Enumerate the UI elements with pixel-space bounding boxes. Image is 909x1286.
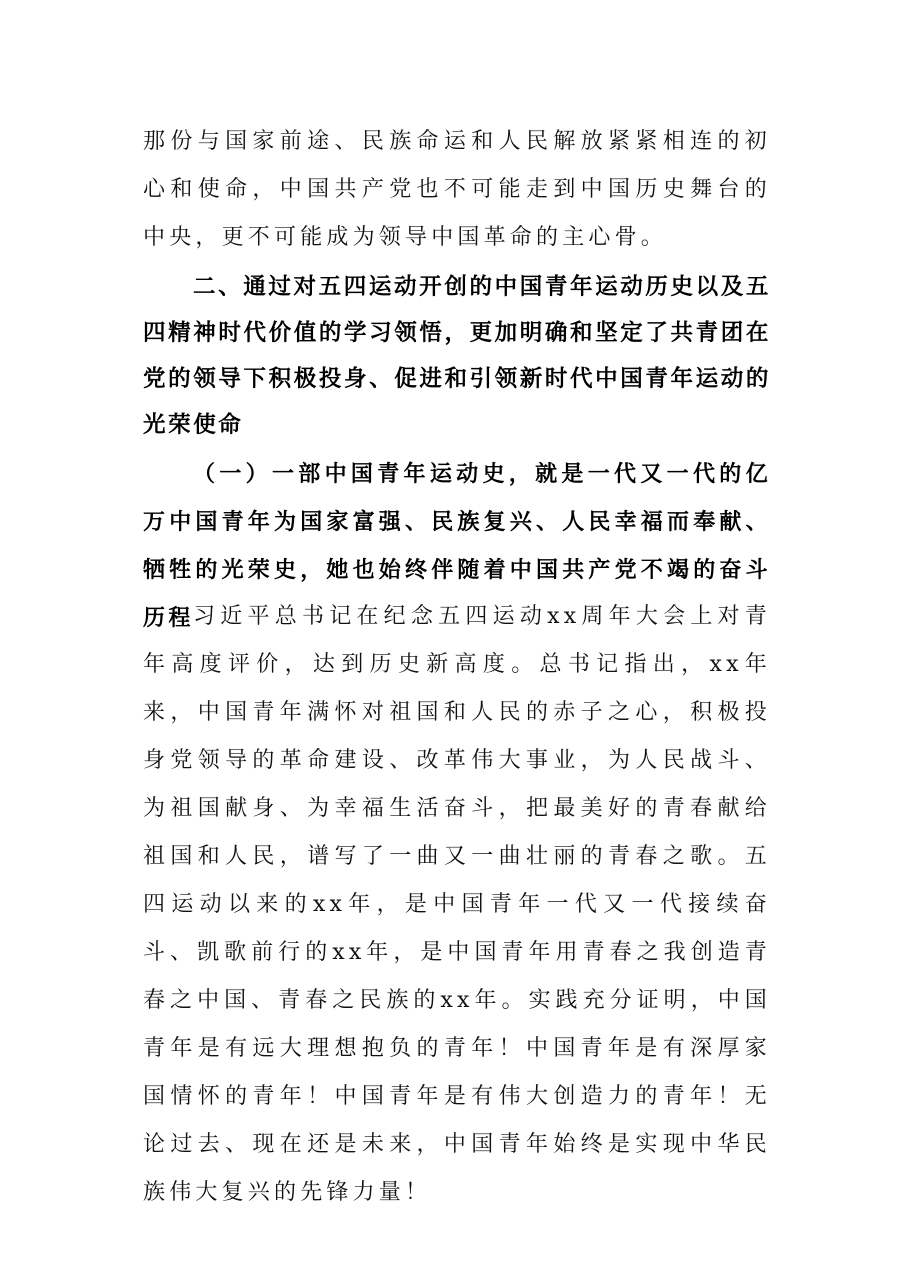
continued-paragraph: 那份与国家前途、民族命运和人民解放紧紧相连的初心和使命，中国共产党也不可能走到中国历史舞台的中央，更不可能成为领导中国革命的主心骨。 <box>143 129 771 250</box>
sub-heading: （一）一部中国青年运动史，就是一代又一代的亿万中国青年为国家富强、民族复兴、人民幸福而奉献、牺牲的光荣史，她也始终伴随着中国共产党不竭的奋斗历程 <box>143 461 771 631</box>
body-paragraph: 习近平总书记在纪念五四运动xx周年大会上对青年高度评价，达到历史新高度。总书记指出，xx年来，中国青年满怀对祖国和人民的赤子之心，积极投身党领导的革命建设、改革伟大事业，为人民战斗、为祖国献身、为幸福生活奋斗，把最美好的青春献给祖国和人民，谱写了一曲又一曲壮丽的青春之歌。五四运动以来的xx年，是中国青年一代又一代接续奋斗、凯歌前行的xx年，是中国青年用青春之我创造青春之中国、青春之民族的xx年。实践充分证明，中国青年是有远大理想抱负的青年！中国青年是有深厚家国情怀的青年！中国青年是有伟大创造力的青年！无论过去、现在还是未来，中国青年始终是实现中华民族伟大复兴的先锋力量！ <box>143 604 771 1205</box>
section-heading: 二、通过对五四运动开创的中国青年运动历史以及五四精神时代价值的学习领悟，更加明确和坚定了共青团在党的领导下积极投身、促进和引领新时代中国青年运动的光荣使命 <box>143 274 771 438</box>
